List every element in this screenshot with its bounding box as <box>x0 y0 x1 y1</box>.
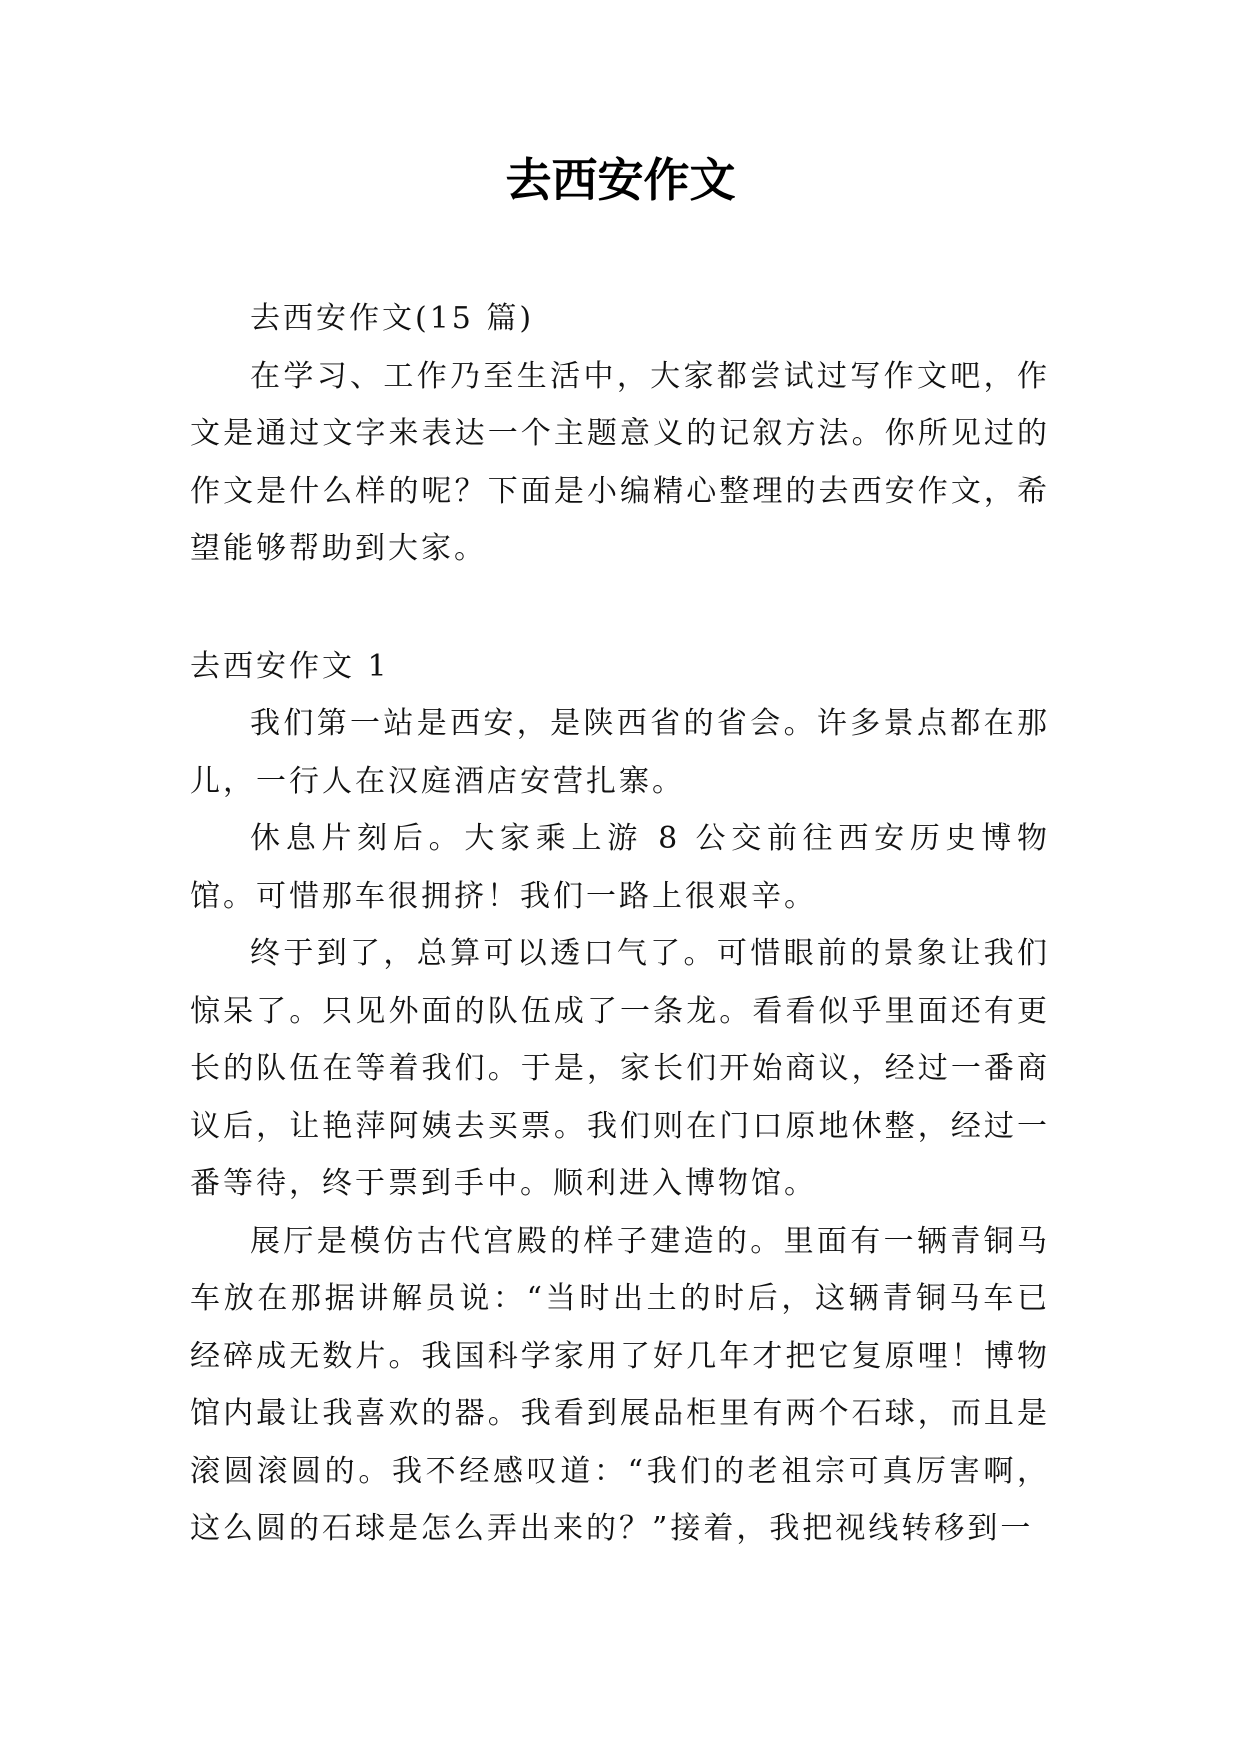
document-body <box>190 290 1050 1558</box>
document-title: 去西安作文 <box>505 153 736 207</box>
section-spacer <box>190 578 1050 638</box>
paragraph-2: 休息片刻后。大家乘上游 8 公交前往西安历史博物馆。可惜那车很拥挤！我们一路上很艰辛。 <box>190 821 1050 914</box>
paragraph-3: 终于到了，总算可以透口气了。可惜眼前的景象让我们惊呆了。只见外面的队伍成了一条龙。看看似乎里面还有更长的队伍在等着我们。于是，家长们开始商议，经过一番商议后，让艳萍阿姨去买票。我们则在门口原地休整，经过一番等待，终于票到手中。顺利进入博物馆。 <box>190 936 1050 1201</box>
section-heading: 去西安作文 1 <box>190 648 390 684</box>
subtitle: 去西安作文(15 篇) <box>250 301 535 336</box>
intro-paragraph: 在学习、工作乃至生活中，大家都尝试过写作文吧，作文是通过文字来表达一个主题意义的记叙方法。你所见过的作文是什么样的呢？下面是小编精心整理的去西安作文，希望能够帮助到大家。 <box>190 358 1050 566</box>
paragraph-1: 我们第一站是西安，是陕西省的省会。许多景点都在那儿，一行人在汉庭酒店安营扎寨。 <box>190 706 1050 799</box>
paragraph-4: 展厅是模仿古代宫殿的样子建造的。里面有一辆青铜马车放在那据讲解员说：“当时出土的时后，这辆青铜马车已经碎成无数片。我国科学家用了好几年才把它复原哩！博物馆内最让我喜欢的器。我看到展品柜里有两个石球，而且是滚圆滚圆的。我不经感叹道：“我们的老祖宗可真厉害啊，这么圆的石球是怎么弄出来的？”接着，我把视线转移到一 <box>190 1223 1050 1546</box>
